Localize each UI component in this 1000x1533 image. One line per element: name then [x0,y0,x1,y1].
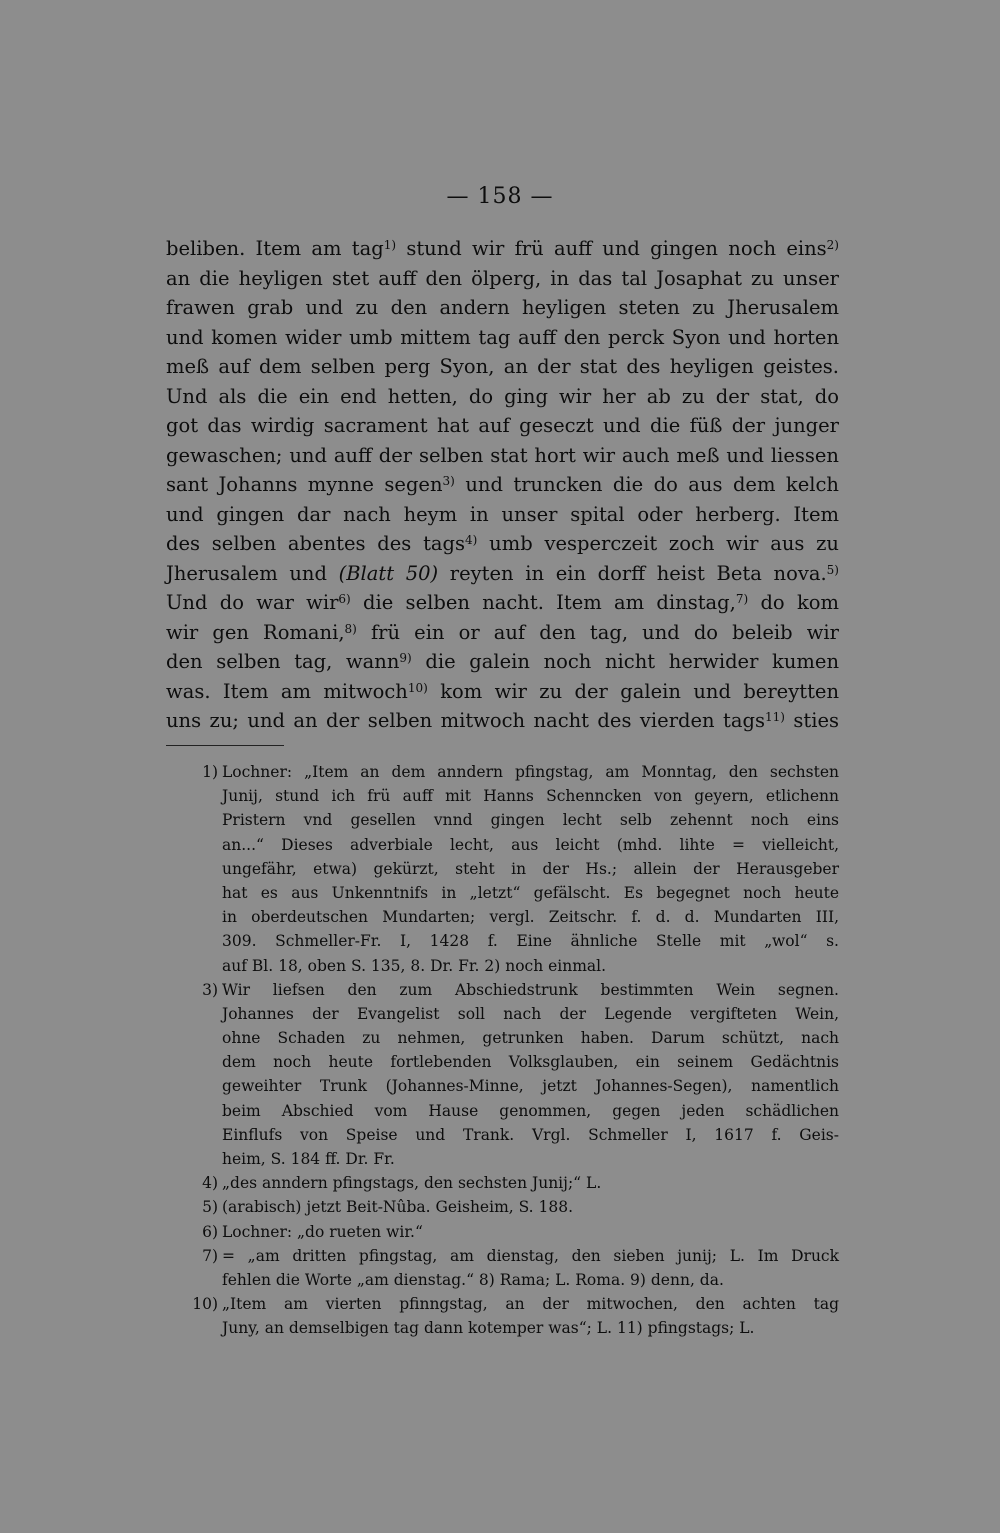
footnote-text: = „am dritten pfingstag, am dienstag, den sieben junij; L. Im Druck [222,1246,839,1265]
footnote-indent [166,808,222,832]
text-segment: was. Item am mitwoch [166,679,408,703]
text-segment: stund wir frü auff und gingen noch eins [396,237,827,260]
footnote-marker: 10) [192,1295,218,1314]
footnote-text: Junij, stund ich frü auff mit Hanns Schenncken von geyern, etlichenn [222,787,839,806]
text-segment: do kom [748,591,839,614]
footnote-text: Pristern vnd gesellen vnnd gingen lecht selb zehennt noch eins [222,811,839,830]
text-line [166,559,839,589]
footnote-marker: 5) [202,1198,218,1217]
text-line [166,382,839,412]
footnote-text: 309. Schmeller-Fr. I, 1428 f. Eine ähnliche Stelle mit „wol“ s. [222,932,839,951]
text-line [166,588,839,618]
footnotes [166,760,839,1341]
footnote-indent [166,954,222,978]
footnote-indent [166,881,222,905]
footnote-indent [166,1316,222,1340]
text-line [166,529,839,559]
footnote-text: hat es aus Unkenntnifs in „letzt“ gefälscht. Es begegnet noch heute [222,883,839,902]
footnote-text: geweihter Trunk (Johannes-Minne, jetzt Johannes-Segen), namentlich [222,1077,839,1096]
text-line [166,234,839,264]
footnote-line [166,1002,839,1026]
page-number: — 158 — [446,184,554,209]
text-line [166,706,839,736]
footnote-reference: 3) [442,474,455,488]
footnote-marker: 4) [202,1174,218,1193]
text-line [166,323,839,353]
footnote-text: Lochner: „Item an dem anndern pfingstag, am Monntag, den sechsten [222,763,839,781]
footnote-indent [166,857,222,881]
footnote-indent [166,1002,222,1026]
footnote-text: (arabisch) jetzt Beit-Nûba. Geisheim, S. 188. [222,1198,574,1217]
footnote-text: „des anndern pfingstags, den sechsten Junij;“ L. [222,1174,602,1193]
footnote-indent [166,1026,222,1050]
footnote-reference: 1) [383,238,397,252]
footnote-line [166,1147,839,1171]
footnote-line [166,760,839,784]
footnote-reference: 5) [826,562,839,577]
text-segment: Und als die ein end hetten, do ging wir her ab zu der stat, do [166,384,839,408]
footnote-reference: 2) [826,238,839,252]
folio-reference: (Blatt 50) [338,561,439,585]
footnote-indent [166,905,222,929]
footnote-reference: 11) [764,710,785,724]
text-segment: kom wir zu der galein und bereytten [427,679,839,703]
text-segment: beliben. Item am tag [166,237,384,260]
footnote-line [166,905,839,929]
footnote-text: auf Bl. 18, oben S. 135, 8. Dr. Fr. 2) noch einmal. [222,956,607,975]
text-segment: frawen grab und zu den andern heyligen steten zu Jherusalem [166,296,839,319]
footnote-line [166,1074,839,1098]
text-segment: uns zu; und an der selben mitwoch nacht des vierden tags [166,709,765,732]
text-segment: und gingen dar nach heym in unser spital oder herberg. Item [166,502,839,526]
footnote-reference: 4) [465,533,478,547]
footnote-marker: 1) [202,763,218,781]
footnote-marker: 7) [202,1246,218,1265]
text-segment: und truncken die do aus dem kelch [454,473,839,496]
footnote-text: ohne Schaden zu nehmen, getrunken haben. Darum schützt, nach [222,1029,839,1048]
footnote-line [166,808,839,832]
footnote-indent [166,1123,222,1147]
text-line [166,618,839,648]
text-segment: reyten in ein dorff heist Beta nova. [438,561,827,585]
text-segment: gewaschen; und auff der selben stat hort wir auch meß und liessen [166,443,839,467]
footnote-text: „Item am vierten pfinngstag, an der mitwochen, den achten tag [222,1295,839,1314]
text-segment: got das wirdig sacrament hat auf geseczt und die füß der junger [166,414,839,437]
footnote-reference: 7) [735,592,749,606]
text-line [166,500,839,530]
text-segment: sant Johanns mynne segen [166,473,443,496]
footnote-indent [166,929,222,953]
footnote-text: dem noch heute fortlebenden Volksglauben, ein seinem Gedächtnis [222,1053,839,1072]
footnote-line [166,1292,839,1316]
footnote-text: Wir liefsen den zum Abschiedstrunk bestimmten Wein segnen. [222,980,839,999]
text-line [166,441,839,471]
footnote-text: Lochner: „do rueten wir.“ [222,1222,423,1241]
text-line [166,264,839,294]
footnote-marker: 6) [202,1222,218,1241]
text-segment: an die heyligen stet auff den ölperg, in das tal Josaphat zu unser [166,266,839,290]
text-segment: sties [784,709,839,732]
text-segment: und komen wider umb mittem tag auff den perck Syon und horten [166,325,839,349]
text-segment: wir gen Romani, [166,620,345,644]
footnote-reference: 6) [338,592,351,606]
footnote-line [166,978,839,1002]
footnote-indent [166,1074,222,1098]
footnote-text: fehlen die Worte „am dienstag.“ 8) Rama; L. Roma. 9) denn, da. [222,1270,724,1289]
footnote-indent [166,833,222,857]
footnote-reference: 9) [399,651,412,665]
footnote-line [166,1099,839,1123]
footnote-text: ungefähr, etwa) gekürzt, steht in der Hs.; allein der Herausgeber [222,859,839,878]
text-line [166,647,839,677]
text-segment: Jherusalem und [166,561,339,585]
footnote-line [166,1050,839,1074]
footnote-reference: 8) [344,621,357,636]
footnote-indent [166,1147,222,1171]
text-segment: die selben nacht. Item am dinstag, [350,591,736,614]
footnote-line [166,929,839,953]
footnote-text: Einflufs von Speise und Trank. Vrgl. Schmeller I, 1617 f. Geis- [222,1125,839,1144]
footnote-text: in oberdeutschen Mundarten; vergl. Zeitschr. f. d. d. Mundarten III, [222,908,839,927]
footnote-indent [166,1099,222,1123]
footnote-line [166,954,839,978]
text-segment: umb vesperczeit zoch wir aus zu [477,532,839,555]
main-text [166,234,839,736]
footnote-indent [166,1050,222,1074]
footnote-line [166,1268,839,1292]
text-line [166,677,839,707]
footnote-divider [166,745,284,746]
text-segment: frü ein or auf den tag, und do beleib wir [356,620,839,644]
footnote-line [166,1220,839,1244]
footnote-text: heim, S. 184 ff. Dr. Fr. [222,1150,395,1168]
text-segment: den selben tag, wann [166,650,400,673]
footnote-line [166,1195,839,1219]
footnote-text: beim Abschied vom Hause genommen, gegen jeden schädlichen [222,1101,839,1120]
footnote-reference: 10) [407,680,428,695]
footnote-text: Johannes der Evangelist soll nach der Legende vergifteten Wein, [222,1004,839,1023]
text-segment: des selben abentes des tags [166,532,466,555]
footnote-marker: 3) [202,980,218,999]
text-line [166,470,839,500]
text-line [166,352,839,382]
footnote-line [166,833,839,857]
footnote-text: Juny, an demselbigen tag dann kotemper was“; L. 11) pfingstags; L. [222,1319,755,1338]
footnote-text: an...“ Dieses adverbiale lecht, aus leicht (mhd. lihte = vielleicht, [222,835,839,854]
text-segment: Und do war wir [166,591,339,614]
footnote-line [166,1123,839,1147]
footnote-line [166,1171,839,1195]
text-segment: meß auf dem selben perg Syon, an der stat des heyligen geistes. [166,355,839,378]
footnote-line [166,857,839,881]
footnote-indent [166,1268,222,1292]
footnote-line [166,881,839,905]
footnote-line [166,1316,839,1340]
footnote-line [166,1026,839,1050]
footnote-line [166,1244,839,1268]
footnote-indent [166,784,222,808]
text-line [166,293,839,323]
footnote-line [166,784,839,808]
text-segment: die galein noch nicht herwider kumen [411,650,840,673]
text-line [166,411,839,441]
